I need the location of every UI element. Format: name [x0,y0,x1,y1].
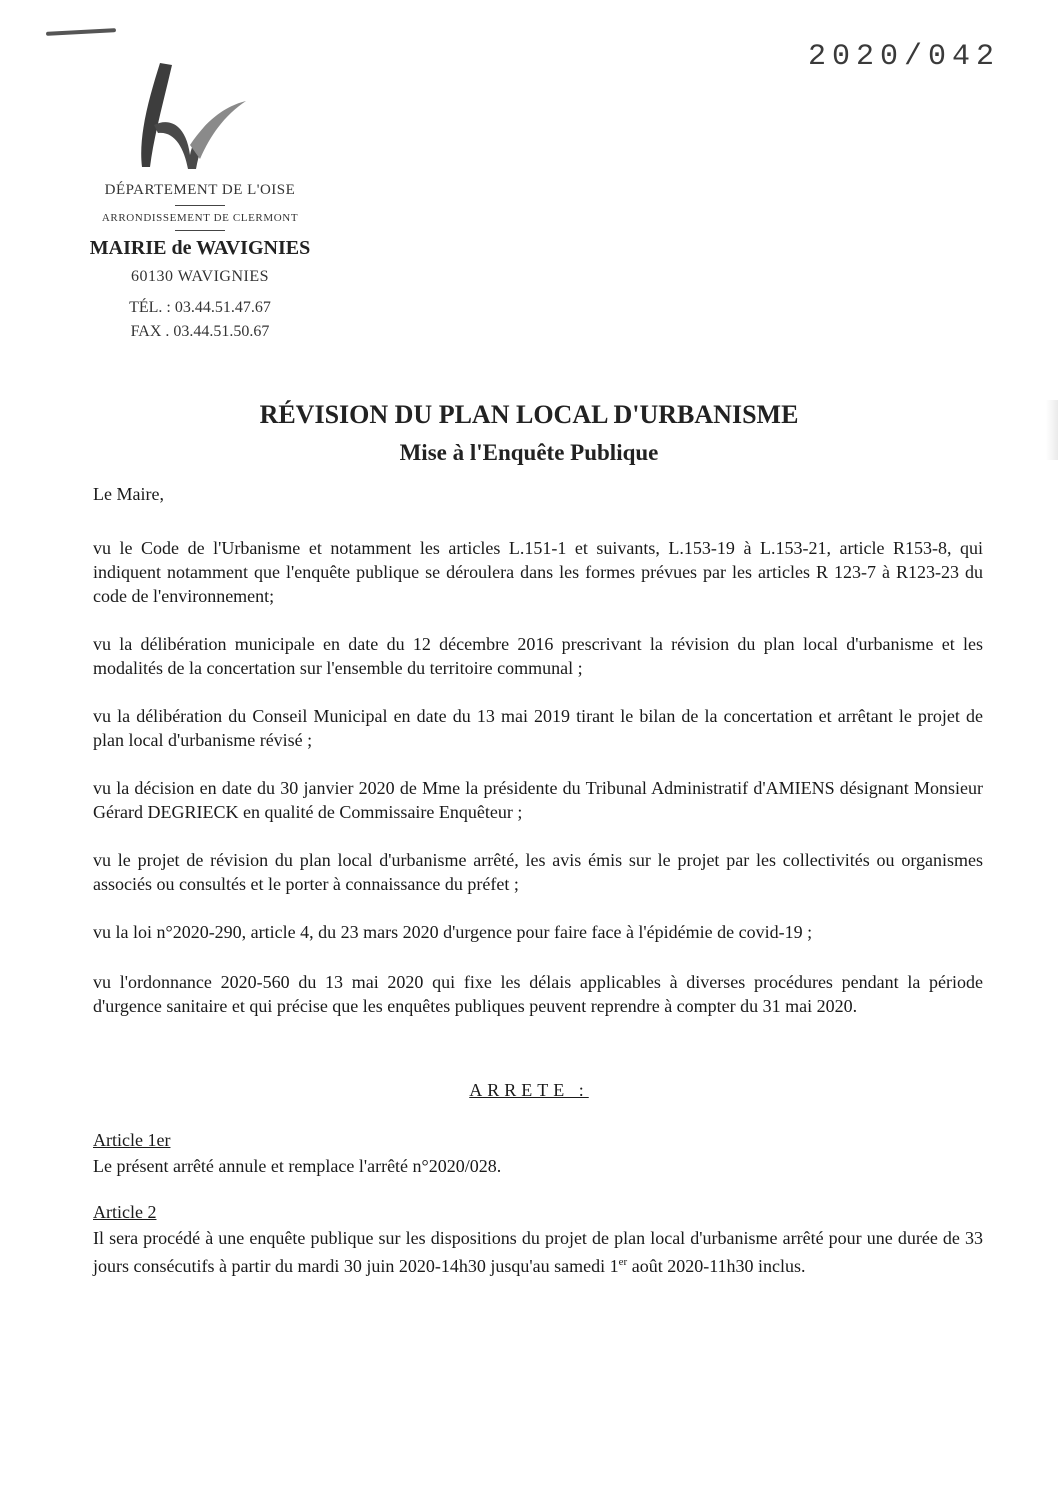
postal-city: 60130 WAVIGNIES [130,268,270,285]
article-2-heading: Article 2 [93,1202,157,1222]
document-title: RÉVISION DU PLAN LOCAL D'URBANISME [259,400,799,429]
document-subtitle: Mise à l'Enquête Publique [399,440,659,465]
divider [175,230,225,231]
consideration-paragraph: vu la loi n°2020-290, article 4, du 23 mars 2020 d'urgence pour faire face à l'épidémie de covid-19 ; [93,922,813,942]
scan-edge-shadow [1046,400,1058,460]
consideration-paragraph: vu la décision en date du 30 janvier 2020 de Mme la présidente du Tribunal Administratif d'AMIENS désignant Monsieur Gérard DEGRIECK en qualité de Commissaire Enquêteur ; [93,778,983,822]
commune-logo [120,55,250,175]
arrete-heading: ARRETE : [469,1080,589,1100]
article-1-heading: Article 1er [93,1130,171,1150]
letterhead [70,182,330,344]
arrondissement-name: ARRONDISSEMENT DE CLERMONT [101,212,299,224]
registration-number-stamp: 2020/042 [808,40,1001,74]
consideration-paragraph: vu la délibération municipale en date du 12 décembre 2016 prescrivant la révision du plan local d'urbanisme et les modalités de la concertation sur l'ensemble du territoire communal ; [93,634,983,678]
mairie-name: MAIRIE de WAVIGNIES [89,237,311,259]
consideration-paragraph: vu le projet de révision du plan local d'urbanisme arrêté, les avis émis sur le projet par les collectivités ou organismes associés ou consultés et le porter à connaissance du préfet ; [93,850,983,894]
consideration-paragraph: vu l'ordonnance 2020-560 du 13 mai 2020 qui fixe les délais applicables à diverses procédures pendant la période d'urgence sanitaire et qui précise que les enquêtes publiques peuvent reprendre à compter du 31 mai 2020. [93,972,983,1016]
contact-block [70,296,330,344]
article-2-text: Il sera procédé à une enquête publique sur les dispositions du projet de plan local d'urbanisme arrêté pour une durée de 33 jours consécutifs à partir du mardi 30 juin 2020-14h30 jusqu'au samedi 1er août 2020-11h30 inclus. [93,1228,983,1276]
fax: FAX . 03.44.51.50.67 [130,323,270,340]
telephone: TÉL. : 03.44.51.47.67 [129,299,271,316]
article-1-text: Le présent arrêté annule et remplace l'arrêté n°2020/028. [93,1156,502,1176]
consideration-paragraph: vu le Code de l'Urbanisme et notamment les articles L.151-1 et suivants, L.153-19 à L.153-21, article R153-8, qui indiquent notamment que l'enquête publique se déroulera dans les formes prévues par les articles R 123-7 à R123-23 du code de l'environnement; [93,538,983,606]
intro-line: Le Maire, [93,484,164,504]
consideration-paragraph: vu la délibération du Conseil Municipal en date du 13 mai 2019 tirant le bilan de la concertation et arrêtant le projet de plan local d'urbanisme révisé ; [93,706,983,750]
divider [175,205,225,206]
pen-scratch-mark [46,28,116,36]
department-name: DÉPARTEMENT DE L'OISE [104,182,296,198]
